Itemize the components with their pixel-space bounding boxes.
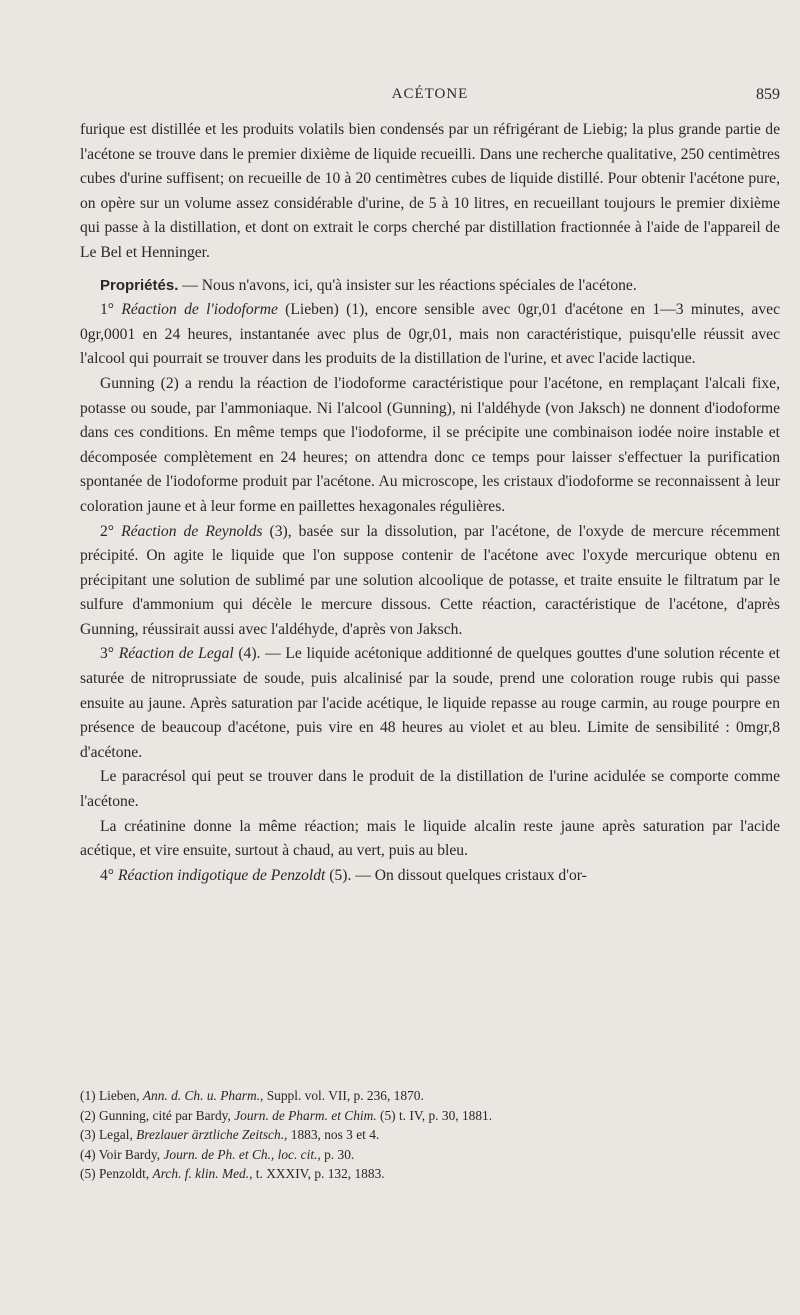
footnote-source: Journ. de Ph. et Ch., loc. cit.: [163, 1146, 318, 1162]
paragraph-legal: [80, 642, 780, 765]
item-number: 4°: [100, 866, 118, 884]
paragraph-text: (5). — On dissout quelques cristaux d'or-: [325, 866, 587, 884]
paragraph-text: — Nous n'avons, ici, qu'à insister sur les réactions spéciales de l'acétone.: [178, 276, 637, 294]
paragraph-distillation: furique est distillée et les produits volatils bien condensés par un réfrigérant de Liebig; la plus grande partie de l'acétone se trouve dans le premier dixième de liquide recueilli. Dans une recherche qualitative, 250 centimètres cubes d'urine suffisent; on recueille de 10 à 20 centimètres cubes de liquide distillé. Pour obtenir l'acétone pure, on opère sur un volume assez considérable d'urine, de 5 à 10 litres, en recueillant toujours le premier dixième qui passe à la distillation, et dont on extrait le corps cherché par distillation fractionnée à l'aide de l'appareil de Le Bel et Henninger.: [80, 121, 780, 261]
footnote: [80, 1106, 780, 1126]
footnote-source: Journ. de Pharm. et Chim.: [234, 1107, 377, 1123]
footnote-text: (1) Lieben,: [80, 1088, 143, 1103]
running-title: ACÉTONE: [391, 86, 469, 102]
footnote: [80, 1086, 780, 1106]
paragraph-text: (4). — Le liquide acétonique additionné de quelques gouttes d'une solution récente et saturée de nitroprussiate de soude, puis alcalinisé par la soude, prend une coloration rouge rubis qui passe ensuite au jaune. Après saturation par l'acide acétique, le liquide repasse au rouge carmin, au rouge pourpre en présence de beaucoup d'acétone, puis vire en 48 heures au violet et au bleu. Limite de sensibilité : 0mgr,8 d'acétone.: [80, 645, 780, 761]
footnote: [80, 1145, 780, 1165]
item-number: 1°: [100, 301, 122, 319]
footnote-text: (2) Gunning, cité par Bardy,: [80, 1107, 235, 1123]
footnotes: [80, 1086, 780, 1184]
footnote-text: , 1883, nos 3 et 4.: [284, 1127, 380, 1143]
footnote: [80, 1164, 780, 1184]
paragraph-gunning: Gunning (2) a rendu la réaction de l'iodoforme caractéristique pour l'acétone, en remplaçant l'alcali fixe, potasse ou soude, par l'ammoniaque. Ni l'alcool (Gunning), ni l'aldéhyde (von Jaksch) ne donnent d'iodoforme dans ces conditions. En même temps que l'iodoforme, il se précipite une combinaison iodée noire instable et décomposée complètement en 24 heures; on attendra donc ce temps pour laisser s'effectuer la purification spontanée de l'iodoforme produit par l'acétone. Au microscope, les cristaux d'iodoforme se reconnaissent à leur coloration jaune et à leur forme en paillettes hexagonales régulières.: [80, 374, 780, 515]
paragraph-text: (3), basée sur la dissolution, par l'acétone, de l'oxyde de mercure récemment précipité. On agite le liquide que l'on suppose contenir de l'acétone avec l'oxyde mercurique obtenu en précipitant une solution de sublimé par une solution alcoolique de potasse, et traite ensuite le filtratum par le sulfure d'ammonium qui décèle le mercure dissous. Cette réaction, caractéristique de l'acétone, d'après Gunning, réussirait aussi avec l'aldéhyde, d'après von Jaksch.: [80, 522, 781, 638]
footnote-source: Ann. d. Ch. u. Pharm.: [142, 1088, 261, 1103]
section-heading-proprietes: Propriétés.: [100, 276, 179, 294]
paragraph-creatinine: La créatinine donne la même réaction; mais le liquide alcalin reste jaune après saturation par l'acide acétique, et vire ensuite, surtout à chaud, au vert, puis au bleu.: [80, 817, 780, 860]
footnote-text: , p. 30.: [317, 1146, 355, 1162]
item-number: 3°: [100, 645, 119, 663]
reaction-title: Réaction de Legal: [118, 645, 234, 663]
paragraph-text: (Lieben) (1), encore sensible avec 0gr,01 d'acétone en 1—3 minutes, avec 0gr,0001 en 24 heures, instantanée avec plus de 0gr,01, mais non caractéristique, puisqu'elle réussit avec l'alcool qui pourrait se trouver dans les produits de la distillation de l'urine, et avec l'acide lactique.: [80, 301, 780, 368]
footnote-text: , Suppl. vol. VII, p. 236, 1870.: [260, 1088, 424, 1103]
page-header: [80, 86, 780, 110]
footnote: [80, 1125, 780, 1145]
reaction-title: Réaction indigotique de Penzoldt: [117, 866, 326, 884]
paragraph-paracresol: Le paracrésol qui peut se trouver dans le produit de la distillation de l'urine acidulée se comporte comme l'acétone.: [80, 768, 780, 811]
paragraph-penzoldt: [80, 864, 780, 889]
item-number: 2°: [100, 522, 122, 540]
body-text: [80, 118, 780, 888]
footnote-text: (4) Voir Bardy,: [80, 1146, 164, 1162]
footnote-text: (5) Penzoldt,: [80, 1166, 153, 1182]
footnote-text: (5) t. IV, p. 30, 1881.: [376, 1107, 493, 1123]
reaction-title: Réaction de Reynolds: [121, 522, 263, 540]
paragraph-iodoforme: [80, 298, 780, 372]
paragraph-reynolds: [80, 520, 780, 643]
paragraph-proprietes: [80, 274, 780, 299]
footnote-source: Arch. f. klin. Med.: [152, 1166, 250, 1182]
reaction-title: Réaction de l'iodoforme: [121, 301, 278, 319]
footnote-text: (3) Legal,: [80, 1127, 137, 1143]
footnote-source: Brezlauer ärztliche Zeitsch.: [136, 1127, 285, 1143]
footnote-text: , t. XXXIV, p. 132, 1883.: [249, 1166, 385, 1182]
page-number: 859: [756, 86, 780, 103]
